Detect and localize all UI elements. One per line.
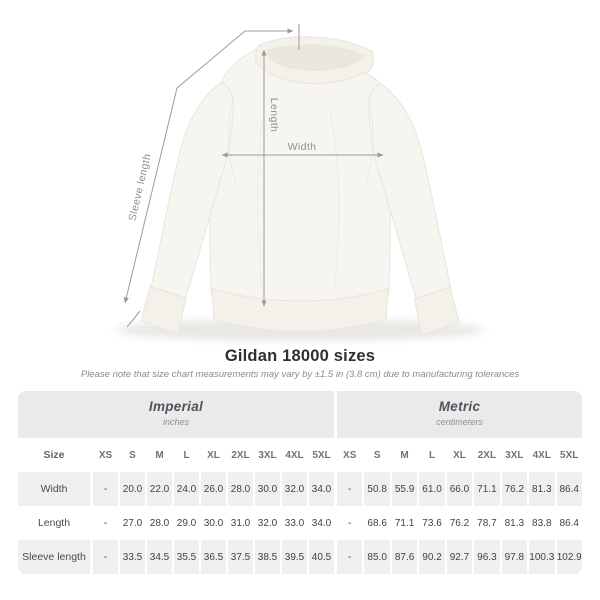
value-cell: 90.2 [419,540,444,574]
value-cell: 55.9 [392,472,417,506]
size-header-cell: Size [43,449,65,461]
value-cell: 26.0 [201,472,226,506]
value-cell: 71.1 [474,472,499,506]
table-row [337,540,582,574]
value-cell: 50.8 [364,472,389,506]
value-cell: 20.0 [120,472,145,506]
column-header-cell: XL [453,449,466,461]
length-label: Length [268,97,280,133]
size-chart-table [18,391,582,574]
value-cell: 76.2 [502,472,527,506]
value-cell: 29.0 [176,517,197,529]
value-cell: 81.3 [529,472,554,506]
value-cell: 40.5 [309,540,334,574]
metric-title: Metric [438,399,481,414]
value-cell: 73.6 [422,517,442,529]
value-cell: 32.0 [282,472,307,506]
value-cell: 34.0 [309,472,334,506]
value-cell: 34.5 [147,540,172,574]
value-cell: 97.8 [502,540,527,574]
value-cell: 37.5 [228,540,253,574]
sweatshirt-body [208,47,392,306]
column-header-cell: S [129,449,136,461]
metric-header [337,391,582,438]
value-cell: 33.5 [120,540,145,574]
imperial-unit: inches [162,417,189,427]
value-cell: 22.0 [147,472,172,506]
value-cell: 32.0 [257,517,278,529]
value-cell: - [337,540,362,574]
value-cell: 38.5 [255,540,280,574]
column-header-cell: 3XL [505,449,524,461]
value-cell: 78.7 [477,517,497,529]
column-header-cell: 3XL [258,449,277,461]
imperial-group [18,391,334,574]
value-cell: 66.0 [447,472,472,506]
width-label: Width [287,141,317,153]
value-cell: 30.0 [255,472,280,506]
column-header-cell: XL [207,449,220,461]
value-cell: - [348,517,352,529]
value-cell: 34.0 [311,517,332,529]
row-label-cell: Length [37,517,71,529]
column-header-cell: L [428,449,436,461]
table-row [18,540,334,574]
value-cell: - [337,472,362,506]
metric-grid [337,438,582,574]
table-row [18,472,334,506]
column-header-cell: XS [98,449,113,461]
page-title: Gildan 18000 sizes [224,347,376,365]
value-cell: 85.0 [364,540,389,574]
row-label-cell: Width [18,472,90,506]
tolerance-note: Please note that size chart measurements may vary by ±1.5 in (3.8 cm) due to manufacturing tolerances [80,369,520,380]
column-header-cell: S [373,449,381,461]
table-row [18,506,334,540]
table-header-row [18,438,334,472]
header-cells [93,438,334,472]
metric-group [337,391,582,574]
value-cell: 100.3 [529,540,554,574]
value-cell: - [103,517,108,529]
value-cell: - [93,540,118,574]
value-cell: 76.2 [449,517,470,529]
value-cell: 31.0 [230,517,251,529]
sweatshirt-graphic [141,37,459,335]
value-cell: 87.6 [392,540,417,574]
column-header-cell: M [400,449,409,461]
value-cell: 96.3 [474,540,499,574]
row-label-cell: Sleeve length [18,540,90,574]
value-cell: 39.5 [282,540,307,574]
sleeve-length-label: Sleeve length [126,152,154,223]
value-cell: 36.5 [201,540,226,574]
imperial-grid [18,438,334,574]
row-cells [93,506,334,540]
value-cell: 86.4 [557,472,582,506]
value-cell: 83.8 [532,517,552,529]
column-header-cell: 2XL [477,449,497,461]
value-cell: 28.0 [228,472,253,506]
column-header-cell: 5XL [312,449,331,461]
value-cell: 61.0 [419,472,444,506]
table-row [337,506,582,540]
table-row [337,472,582,506]
value-cell: 102.9 [557,540,582,574]
value-cell: 24.0 [174,472,199,506]
value-cell: 86.4 [559,517,579,529]
column-header-cell: 4XL [532,449,551,461]
table-header-row [337,438,582,472]
column-header-cell: 5XL [560,449,579,461]
imperial-header [18,391,334,438]
column-header-cell: 2XL [231,449,250,461]
row-cells [337,506,582,540]
value-cell: 68.6 [367,517,387,529]
column-header-cell: L [183,449,190,461]
row-cells [337,472,582,506]
cuff-tick-line [127,311,140,327]
column-header-cell: XS [343,449,357,461]
column-header-cell: 4XL [285,449,304,461]
column-header-cell: M [155,449,164,461]
value-cell: 27.0 [122,517,143,529]
value-cell: - [93,472,118,506]
value-cell: 92.7 [447,540,472,574]
value-cell: 28.0 [149,517,170,529]
value-cell: 81.3 [504,517,525,529]
metric-unit: centimeters [436,417,483,427]
row-cells [93,472,334,506]
value-cell: 30.0 [203,517,224,529]
row-cells [337,540,582,574]
value-cell: 71.1 [394,517,415,529]
imperial-title: Imperial [148,399,204,414]
value-cell: 33.0 [284,517,305,529]
header-cells [337,438,582,472]
value-cell: 35.5 [174,540,199,574]
row-cells [93,540,334,574]
